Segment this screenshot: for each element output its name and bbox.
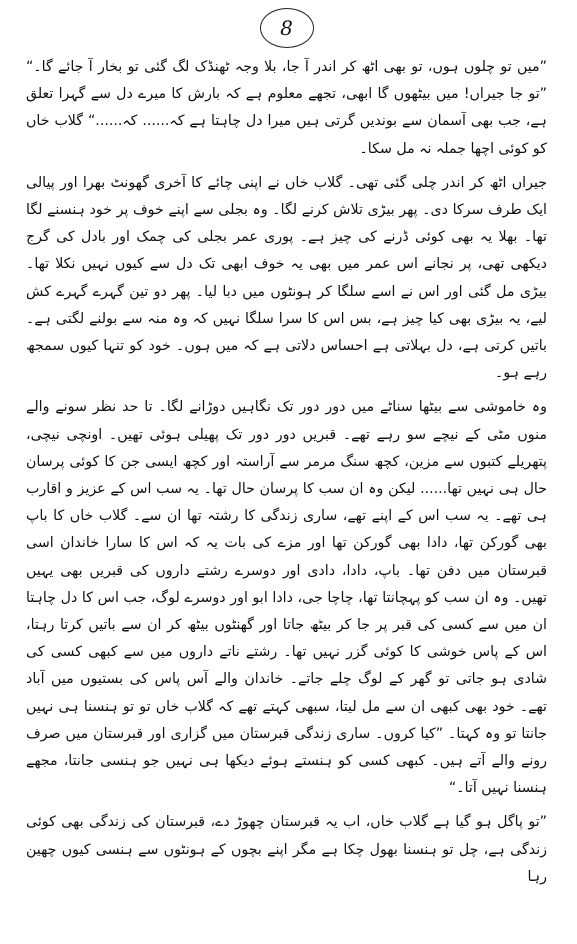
paragraph: ”تو پاگل ہو گیا ہے گلاب خاں، اب یہ قبرستان چھوڑ دے، قبرستان کی زندگی بھی کوئی زندگی ہے، چل تو ہنسنا بھول چکا ہے مگر اپنے بچوں کے ہونٹوں سے ہنسی کیوں چھین رہا <box>26 814 547 885</box>
paragraph: وہ خاموشی سے بیٹھا سناٹے میں دور دور تک نگاہیں دوڑانے لگا۔ تا حد نظر سونے والے منوں مٹی کے نیچے سو رہے تھے۔ قبریں دور دور تک پھیلی ہوئی تھیں۔ اونچی نیچی، پتھریلے کتبوں سے مزین، کچھ سنگ مرمر سے آراستہ اور کچھ ایسی جن کا کوئی پرسان حال ہی نہیں تھا...... لیکن وہ ان سب کا پرسان حال تھا۔ یہ سب اس کے عزیز و اقارب ہی تھے۔ یہ سب اس کے اپنے تھے، ساری زندگی کا رشتہ تھا ان سے۔ گلاب خاں کا باپ بھی گورکن تھا، دادا بھی گورکن تھا اور مزے کی بات یہ کہ اس کا سارا خاندان اسی قبرستان میں دفن تھا۔ باپ، دادا، دادی اور دوسرے رشتے داروں کی قبریں بھی یہیں تھیں۔ وہ ان سب کو پہچانتا تھا، چاچا جی، دادا ابو اور دوسرے لوگ، جب اس کا دل چاہتا ان میں سے کسی کی قبر پر جا کر بیٹھ جاتا اور گھنٹوں بیٹھ کر ان سے باتیں کرتا رہتا، اس کے پاس خوشی کا کوئی گزر نہیں تھا۔ رشتے ناتے داروں میں سے کبھی کسی کی شادی ہو جاتی تو گھر کے لوگ چلے جاتے۔ خاندان والے آس پاس کی بستیوں میں آباد تھے۔ خود بھی کبھی ان سے مل لیتا، سبھی کہتے تھے کہ گلاب خاں تو تو ہنسنا ہی نہیں جانتا تو وہ کہتا۔ ”کیا کروں۔ ساری زندگی قبرستان میں گزاری اور قبرستان میں صرف رونے والے آتے ہیں۔ کبھی کسی کو ہنستے ہوئے دیکھا ہی نہیں جو ہنسی جانتا، مجھے ہنسنا نہیں آتا۔“ <box>26 399 547 797</box>
page-body <box>26 54 547 891</box>
page-number: 8 <box>260 8 314 48</box>
paragraph: جیراں اٹھ کر اندر چلی گئی تھی۔ گلاب خاں نے اپنی چائے کا آخری گھونٹ بھرا اور پیالی ایک طرف سرکا دی۔ پھر بیڑی تلاش کرنے لگا۔ وہ بجلی سے اپنے خوف پر خود ہنسنے لگا تھا۔ بھلا یہ بھی کوئی ڈرنے کی چیز ہے۔ پوری عمر بجلی کی چمک اور بادل کی گرج دیکھی تھی، پر نجانے اس عمر میں بھی یہ خوف ابھی تک دل سے کیوں نہیں نکلا تھا۔ بیڑی مل گئی اور اس نے اسے سلگا کر ہونٹوں میں دبا لیا۔ پھر دو تین گہرے گہرے کش لیے، یہ بیڑی بھی کیا چیز ہے، بس اس کا سرا سلگا نہیں کہ وہ منہ سے بولنے لگتی ہے۔ باتیں کرتی ہے، دل بہلاتی ہے احساس دلاتی ہے کہ میں ہوں۔ خود کو تنہا کیوں سمجھ رہے ہو۔ <box>26 174 547 382</box>
paragraph: ”میں تو چلوں ہوں، تو بھی اٹھ کر اندر آ جا، بلا وجہ ٹھنڈک لگ گئی تو بخار آ جائے گا۔“ ”تو جا جیراں! میں بیٹھوں گا ابھی، تجھے معلوم ہے کہ بارش کا میرے دل سے گہرا تعلق ہے، جب بھی آسمان سے بوندیں گرتی ہیں میرا دل چاہتا ہے کہ...... کہ......“ گلاب خاں کو کوئی اچھا جملہ نہ مل سکا۔ <box>26 59 547 157</box>
